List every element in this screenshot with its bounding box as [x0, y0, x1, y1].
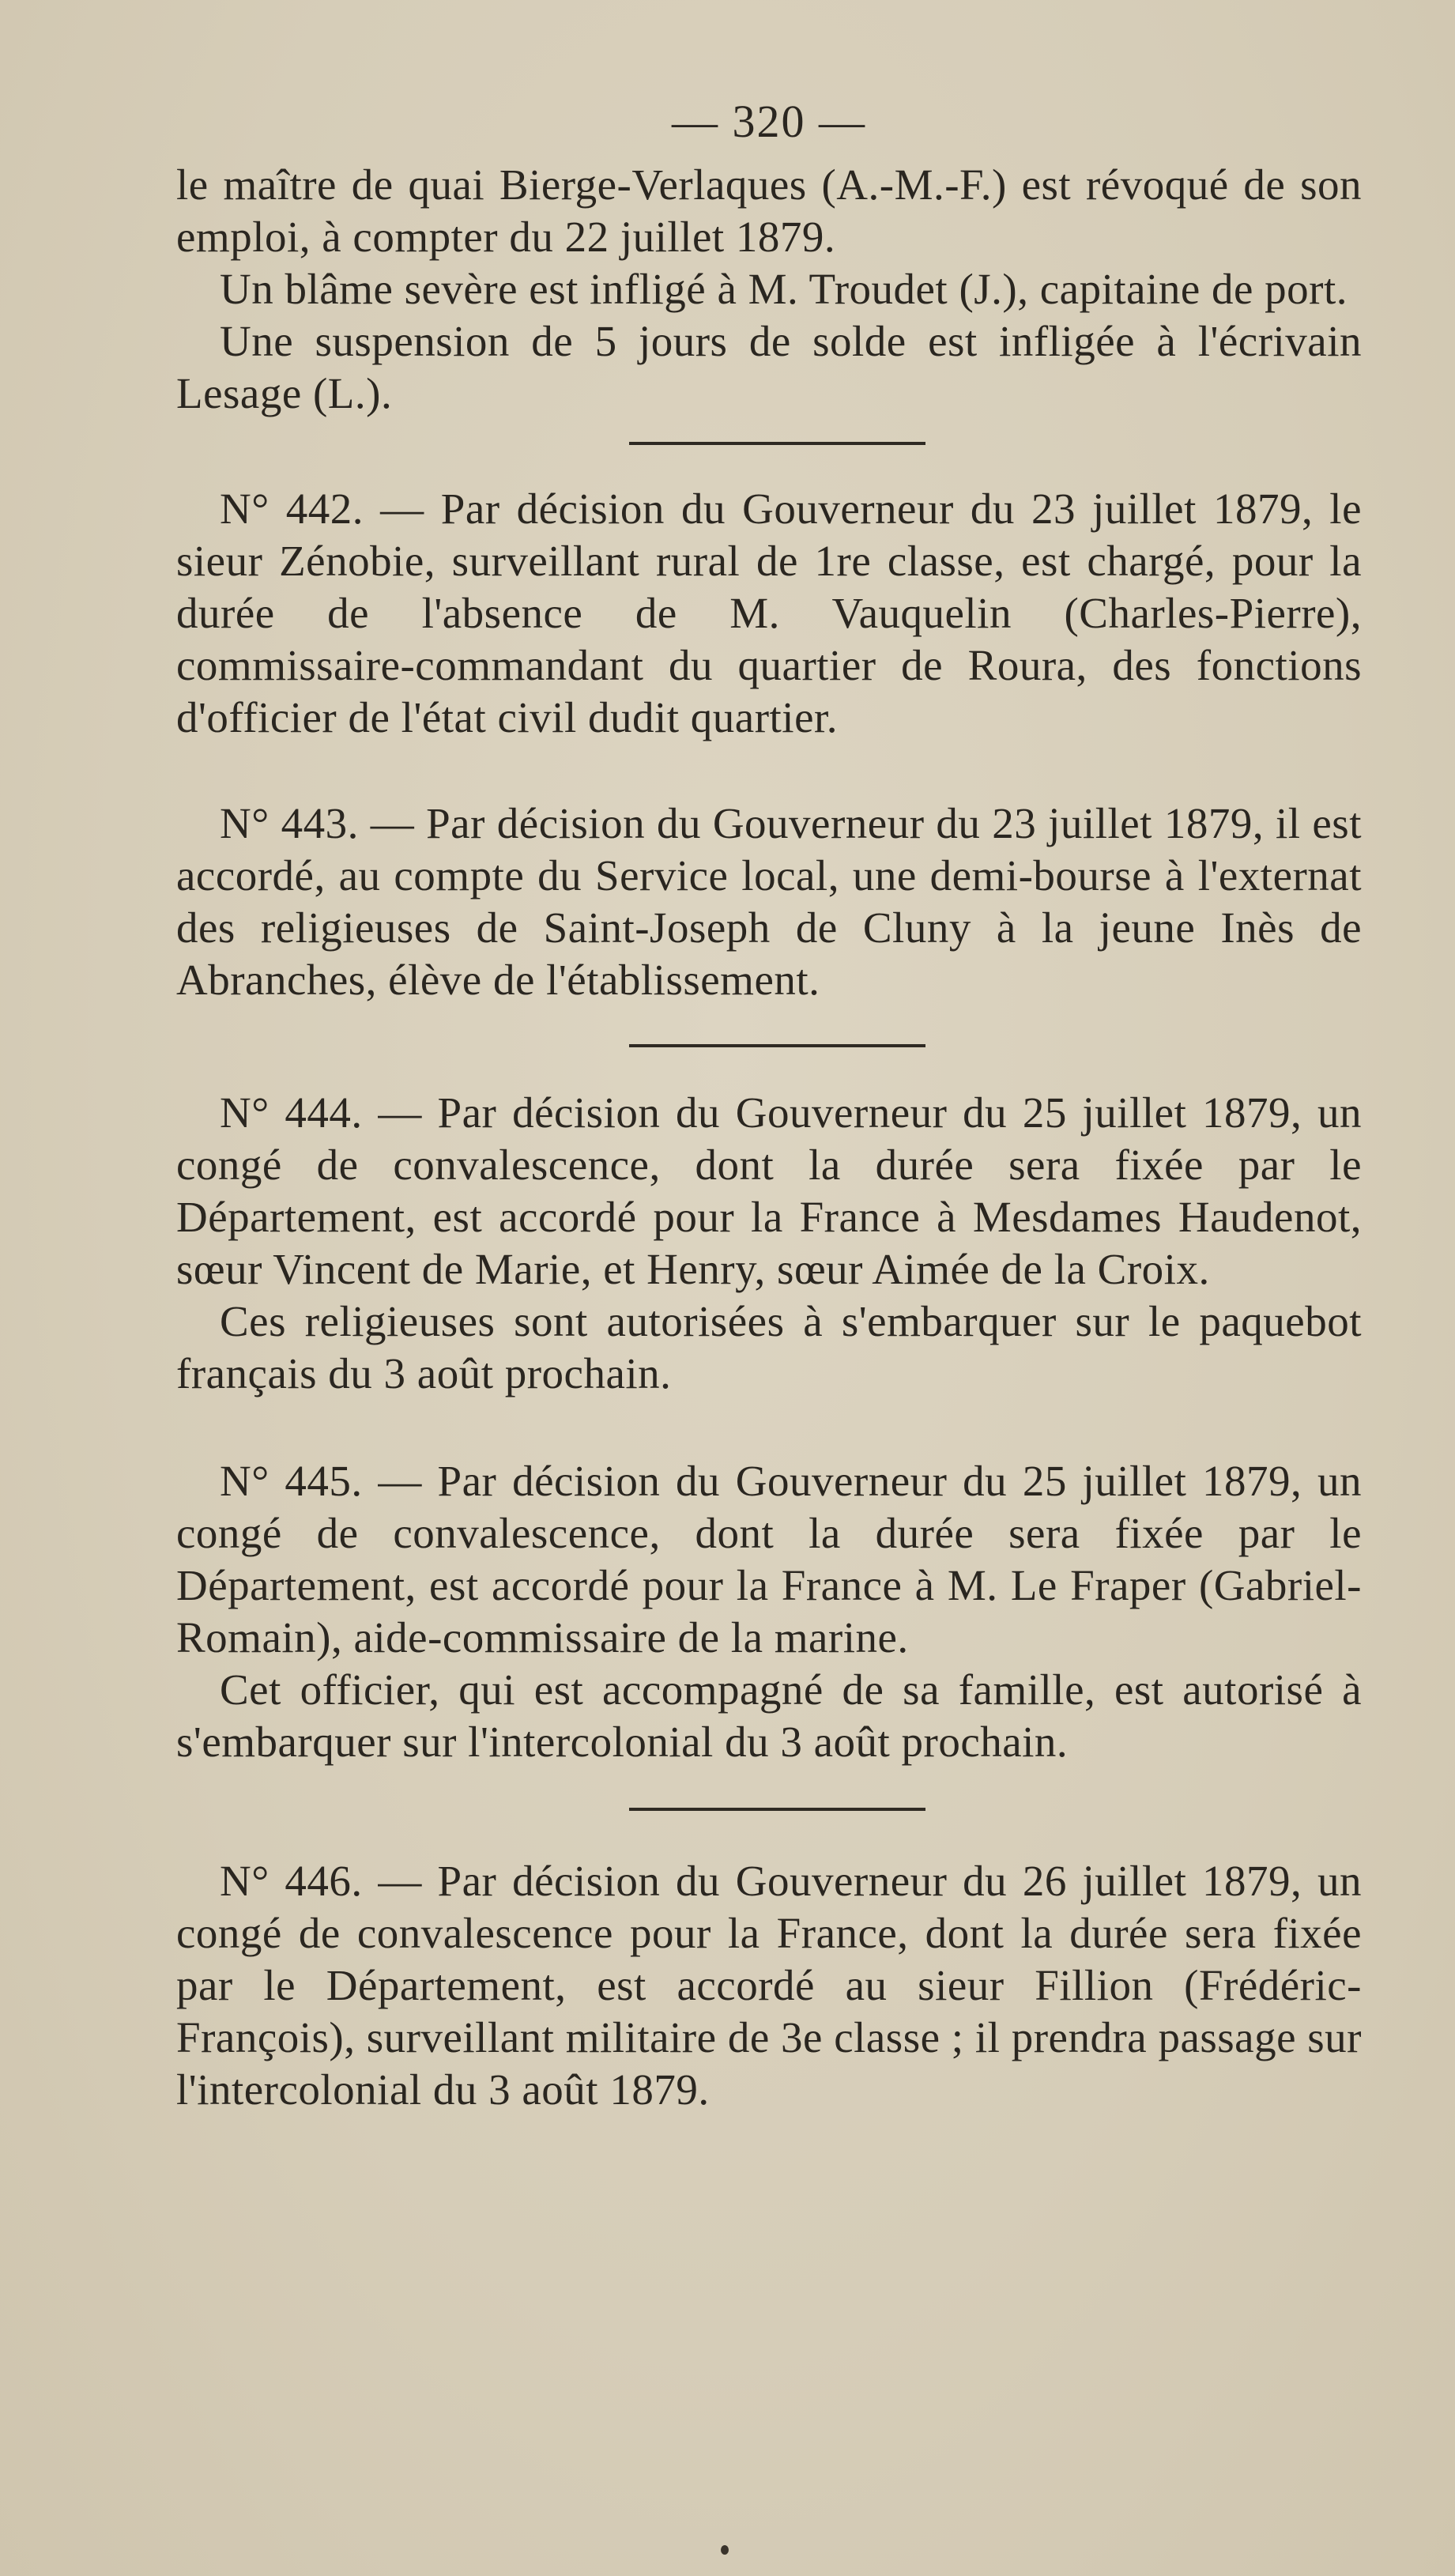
- decree-paragraph: Cet officier, qui est accompagné de sa famille, est autorisé à s'embarquer sur l'intercolonial du 3 août prochain.: [176, 1665, 1362, 1766]
- decree-paragraph: Ces religieuses sont autorisées à s'embarquer sur le paquebot français du 3 août prochain.: [176, 1297, 1362, 1397]
- decree-446: [176, 1855, 1362, 2116]
- section-divider: [629, 442, 925, 445]
- ink-spot: [721, 2545, 729, 2555]
- continuation-paragraph: le maître de quai Bierge-Verlaques (A.-M.-F.) est révoqué de son emploi, à compter du 22 juillet 1879.: [176, 160, 1362, 261]
- decree-paragraph: N° 446. — Par décision du Gouverneur du 26 juillet 1879, un congé de convalescence pour la France, dont la durée sera fixée par le Département, est accordé au sieur Fillion (Frédéric-François), surveillant militaire de 3e classe ; il prendra passage sur l'intercolonial du 3 août 1879.: [176, 1857, 1362, 2114]
- spacer: [176, 744, 1362, 798]
- document-page: [176, 95, 1362, 2116]
- section-divider: [629, 1808, 925, 1811]
- decree-paragraph: N° 442. — Par décision du Gouverneur du 23 juillet 1879, le sieur Zénobie, surveillant rural de 1re classe, est chargé, pour la durée de l'absence de M. Vauquelin (Charles-Pierre), commissaire-commandant du quartier de Roura, des fonctions d'officier de l'état civil dudit quartier.: [176, 485, 1362, 741]
- decree-442: [176, 483, 1362, 744]
- continuation-paragraph: Une suspension de 5 jours de solde est infligée à l'écrivain Lesage (L.).: [176, 317, 1362, 417]
- section-divider: [629, 1044, 925, 1047]
- decree-paragraph: N° 443. — Par décision du Gouverneur du 23 juillet 1879, il est accordé, au compte du Service local, une demi-bourse à l'externat des religieuses de Saint-Joseph de Cluny à la jeune Inès de Abranches, élève de l'établissement.: [176, 799, 1362, 1004]
- decree-445: [176, 1455, 1362, 1768]
- decree-443: [176, 798, 1362, 1006]
- continuation-paragraph: Un blâme sevère est infligé à M. Troudet (J.), capitaine de port.: [220, 265, 1348, 313]
- decree-paragraph: N° 445. — Par décision du Gouverneur du 25 juillet 1879, un congé de convalescence, dont la durée sera fixée par le Département, est accordé pour la France à M. Le Fraper (Gabriel-Romain), aide-commissaire de la marine.: [176, 1457, 1362, 1661]
- decree-444: [176, 1087, 1362, 1400]
- spacer: [176, 1400, 1362, 1455]
- decree-paragraph: N° 444. — Par décision du Gouverneur du 25 juillet 1879, un congé de convalescence, dont la durée sera fixée par le Département, est accordé pour la France à Mesdames Haudenot, sœur Vincent de Marie, et Henry, sœur Aimée de la Croix.: [176, 1088, 1362, 1293]
- page-number: — 320 —: [672, 96, 866, 147]
